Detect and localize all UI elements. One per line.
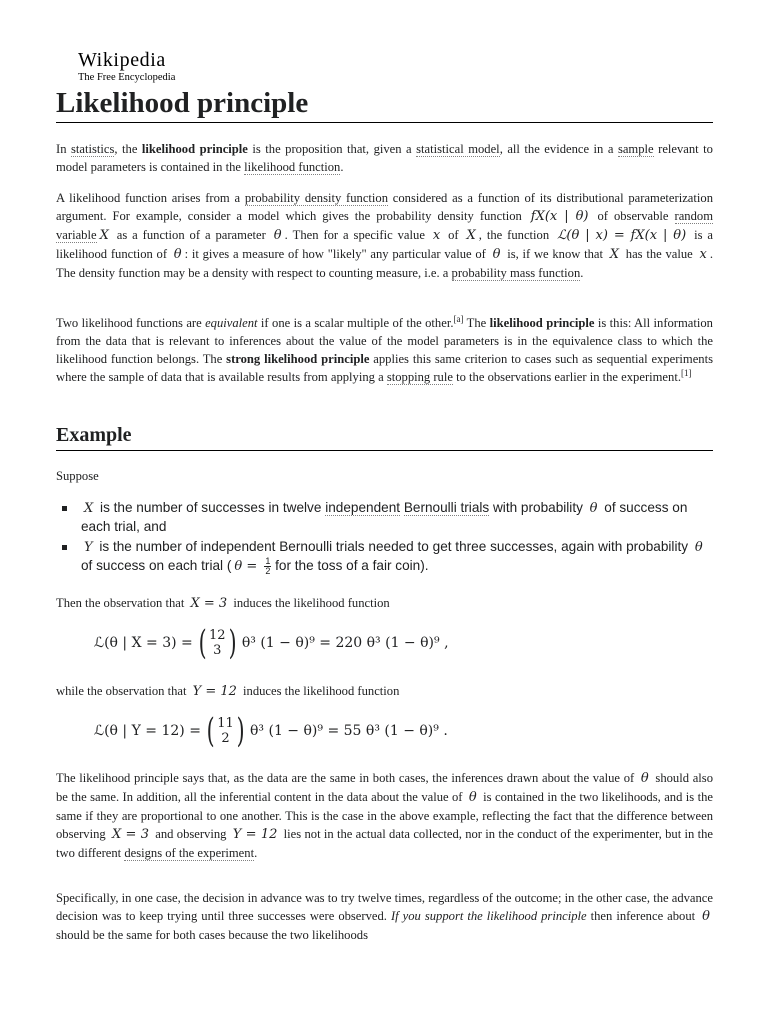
math-likelihood: ℒ(θ | x) = fX(x | θ): [557, 228, 687, 243]
principle-explanation-paragraph: The likelihood principle says that, as the data are the same in both cases, the inferences drawn about the value of θ should also be the same. In addition, all the inferential content in the data about the value of θ is contained in the two likelihoods, and is the same if they are proportional to one another. This is the case in the above example, reflecting the fact that the difference between observing X = 3 and observing Y = 12 lies not in the actual data collected, nor in the conduct of the experimenter, but in the two different designs of the experiment.: [56, 771, 714, 860]
link-probability-mass-function[interactable]: probability mass function: [451, 266, 581, 280]
link-independent[interactable]: independent: [325, 500, 401, 515]
fraction-one-half: $\frac{1}{2}$: [265, 556, 271, 576]
equation-likelihood-y: ℒ(θ | Y = 12) = ( 11 2 ) θ³ (1 − θ)⁹ = 55 θ³ (1 − θ)⁹ .: [94, 711, 448, 751]
link-statistics[interactable]: statistics: [71, 142, 115, 156]
equation-likelihood-x: ℒ(θ | X = 3) = ( 12 3 ) θ³ (1 − θ)⁹ = 220 θ³ (1 − θ)⁹ ,: [94, 623, 449, 663]
list-item: X is the number of successes in twelve independent Bernoulli trials with probability θ of success on each trial, and: [56, 499, 713, 536]
observation-x-text: Then the observation that X = 3 induces the likelihood function: [56, 596, 390, 611]
intro-paragraph: In statistics, the likelihood principle is the proposition that, given a statistical model, all the evidence in a sample relevant to model parameters is contained in the likelihood function.: [56, 142, 713, 174]
link-design-of-experiments[interactable]: designs of the experiment: [124, 846, 255, 860]
reference-1[interactable]: [1]: [680, 367, 692, 378]
assumption-list: [56, 499, 713, 578]
likelihood-function-paragraph: A likelihood function arises from a probability density function considered as a function of its distributional parameterization argument. For example, consider a model which gives the probability density function fX(x | θ) of observable random variable X as a function of a parameter θ . Then for a specific value x of X , the function ℒ(θ | x) = fX(x | θ) is a likelihood function of θ : it gives a measure of how "likely" any particular value of θ is, if we know that X has the value x . The density function may be a density with respect to counting measure, i.e. a probability mass function.: [56, 191, 714, 280]
equivalence-paragraph: Two likelihood functions are equivalent if one is a scalar multiple of the other.[a] The likelihood principle is this: All information from the data that is relevant to inferences about the value of the model parameters is in the equivalence class to which the likelihood function belongs. The strong likelihood principle applies this same criterion to cases such as sequential experiments where the sample of data that is available results from applying a stopping rule to the observations earlier in the experiment.[1]: [56, 313, 713, 384]
wikipedia-wordmark: Wikipedia: [78, 49, 166, 71]
link-bernoulli-trials[interactable]: Bernoulli trials: [403, 500, 490, 515]
list-item: Y is the number of independent Bernoulli trials needed to get three successes, again with probability θ of success on each trial ( θ = $\frac{1}{2}$ for the toss of a fair coin).: [56, 538, 713, 576]
link-stopping-rule[interactable]: stopping rule: [386, 370, 453, 384]
specifically-paragraph: Specifically, in one case, the decision in advance was to try twelve times, regardless of the outcome; in the other case, the advance decision was to keep trying until three successes were observed. If you support the likelihood principle then inference about θ should be the same for both cases because the two likelihoods: [56, 891, 713, 942]
reference-a[interactable]: [a]: [453, 313, 464, 324]
page-title: Likelihood principle: [56, 86, 713, 123]
suppose-text: Suppose: [56, 469, 99, 483]
binomial-coefficient: ( 12 3 ): [198, 623, 237, 663]
link-statistical-model[interactable]: statistical model: [416, 142, 500, 156]
section-heading-example: Example: [56, 422, 713, 451]
math-density: fX(x | θ): [530, 209, 589, 224]
bullet-marker: [62, 545, 67, 550]
bullet-marker: [62, 506, 67, 511]
binomial-coefficient: ( 11 2 ): [206, 711, 245, 751]
wikipedia-tagline: The Free Encyclopedia: [78, 72, 176, 83]
link-probability-density-function[interactable]: probability density function: [244, 191, 389, 205]
observation-y-text: while the observation that Y = 12 induces the likelihood function: [56, 684, 400, 699]
link-likelihood-function[interactable]: likelihood function: [244, 160, 341, 174]
link-random-variable[interactable]: random variable: [56, 209, 713, 242]
wikipedia-logo[interactable]: [78, 50, 175, 84]
link-sample[interactable]: sample: [617, 142, 654, 156]
